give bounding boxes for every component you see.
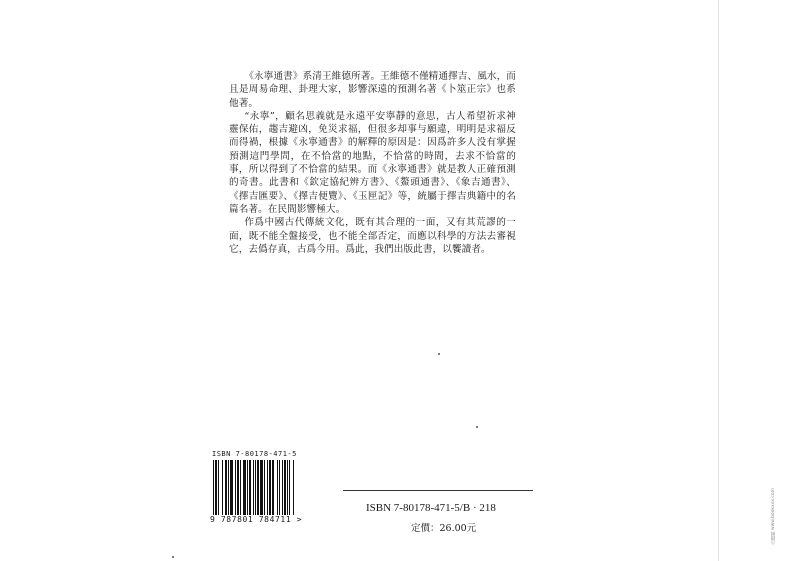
site-watermark: 古籍網 www.bookxxx.com <box>771 488 776 545</box>
print-speck <box>476 426 478 428</box>
barcode-bar <box>272 460 274 518</box>
barcode-bar <box>218 460 219 518</box>
barcode-bar <box>230 460 233 518</box>
barcode-bar <box>293 460 294 518</box>
price-label: 定價：26.00元 <box>411 523 477 534</box>
barcode-bar <box>237 460 239 518</box>
barcode-bar <box>243 460 246 518</box>
barcode-bar <box>269 460 271 518</box>
barcode-bar <box>284 460 286 518</box>
divider-rule <box>343 490 533 491</box>
barcode-bar <box>228 460 229 518</box>
barcode-bar <box>282 460 283 518</box>
barcode-bar <box>257 460 259 518</box>
barcode-bar <box>267 460 268 518</box>
barcode-bar <box>279 460 280 518</box>
barcode-bar <box>213 460 214 518</box>
barcode-bar <box>289 460 290 518</box>
description-paragraph-1: 《永寧通書》系清王維德所著。王維德不僅精通擇吉、風水，而且是周易命理、卦理大家，影響深遠的預測名著《卜筮正宗》也系他著。 <box>229 71 516 109</box>
barcode-bar <box>222 460 223 518</box>
barcode-bar <box>235 460 236 518</box>
barcode-bar <box>215 460 217 518</box>
barcode-bar <box>264 460 265 518</box>
barcode-bar <box>249 460 251 518</box>
barcode-bar <box>225 460 227 518</box>
barcode-bars <box>212 460 298 520</box>
barcode-digits: 9 787801 784711 > <box>210 515 305 524</box>
barcode-isbn-label: ISBN 7-80178-471-5 <box>212 450 297 458</box>
isbn-barcode <box>212 460 298 520</box>
description-paragraph-2: “永寧”，顧名思義就是永遠平安寧靜的意思，古人希望祈求神靈保佑，趨吉避凶，免災求福，但很多却事与願違，明明是求福反而得禍，根據《永寧通書》的解釋的原因是：因爲許多人没有掌握預測這門學問，在不恰當的地點，不恰當的時間，去求不恰當的事，所以得到了不恰當的結果。而《永寧通書》就是教人正確預測的奇書。此書和《欽定協紀辨方書》、《鰲頭通書》、《象吉通書》、《擇吉匯要》、《擇吉便覽》、《玉匣記》等，統屬于擇吉典籍中的名篇名著。在民間影響極大。 <box>229 110 516 215</box>
barcode-bar <box>240 460 241 518</box>
barcode-bar <box>287 460 288 518</box>
description-paragraph-3: 作爲中國古代傳統文化，既有其合理的一面，又有其荒謬的一面，既不能全盤接受，也不能全部否定，而應以科學的方法去審視它，去僞存真，古爲今用。爲此，我們出版此書，以饗讀者。 <box>229 217 516 255</box>
barcode-bar <box>253 460 254 518</box>
book-description <box>229 70 516 256</box>
barcode-bar <box>247 460 248 518</box>
print-speck <box>438 353 440 355</box>
barcode-bar <box>277 460 278 518</box>
print-speck <box>172 556 174 558</box>
page-fold-line <box>718 0 719 561</box>
barcode-bar <box>260 460 263 518</box>
barcode-bar <box>255 460 256 518</box>
isbn-classification: ISBN 7-80178-471-5/B · 218 <box>366 502 496 514</box>
